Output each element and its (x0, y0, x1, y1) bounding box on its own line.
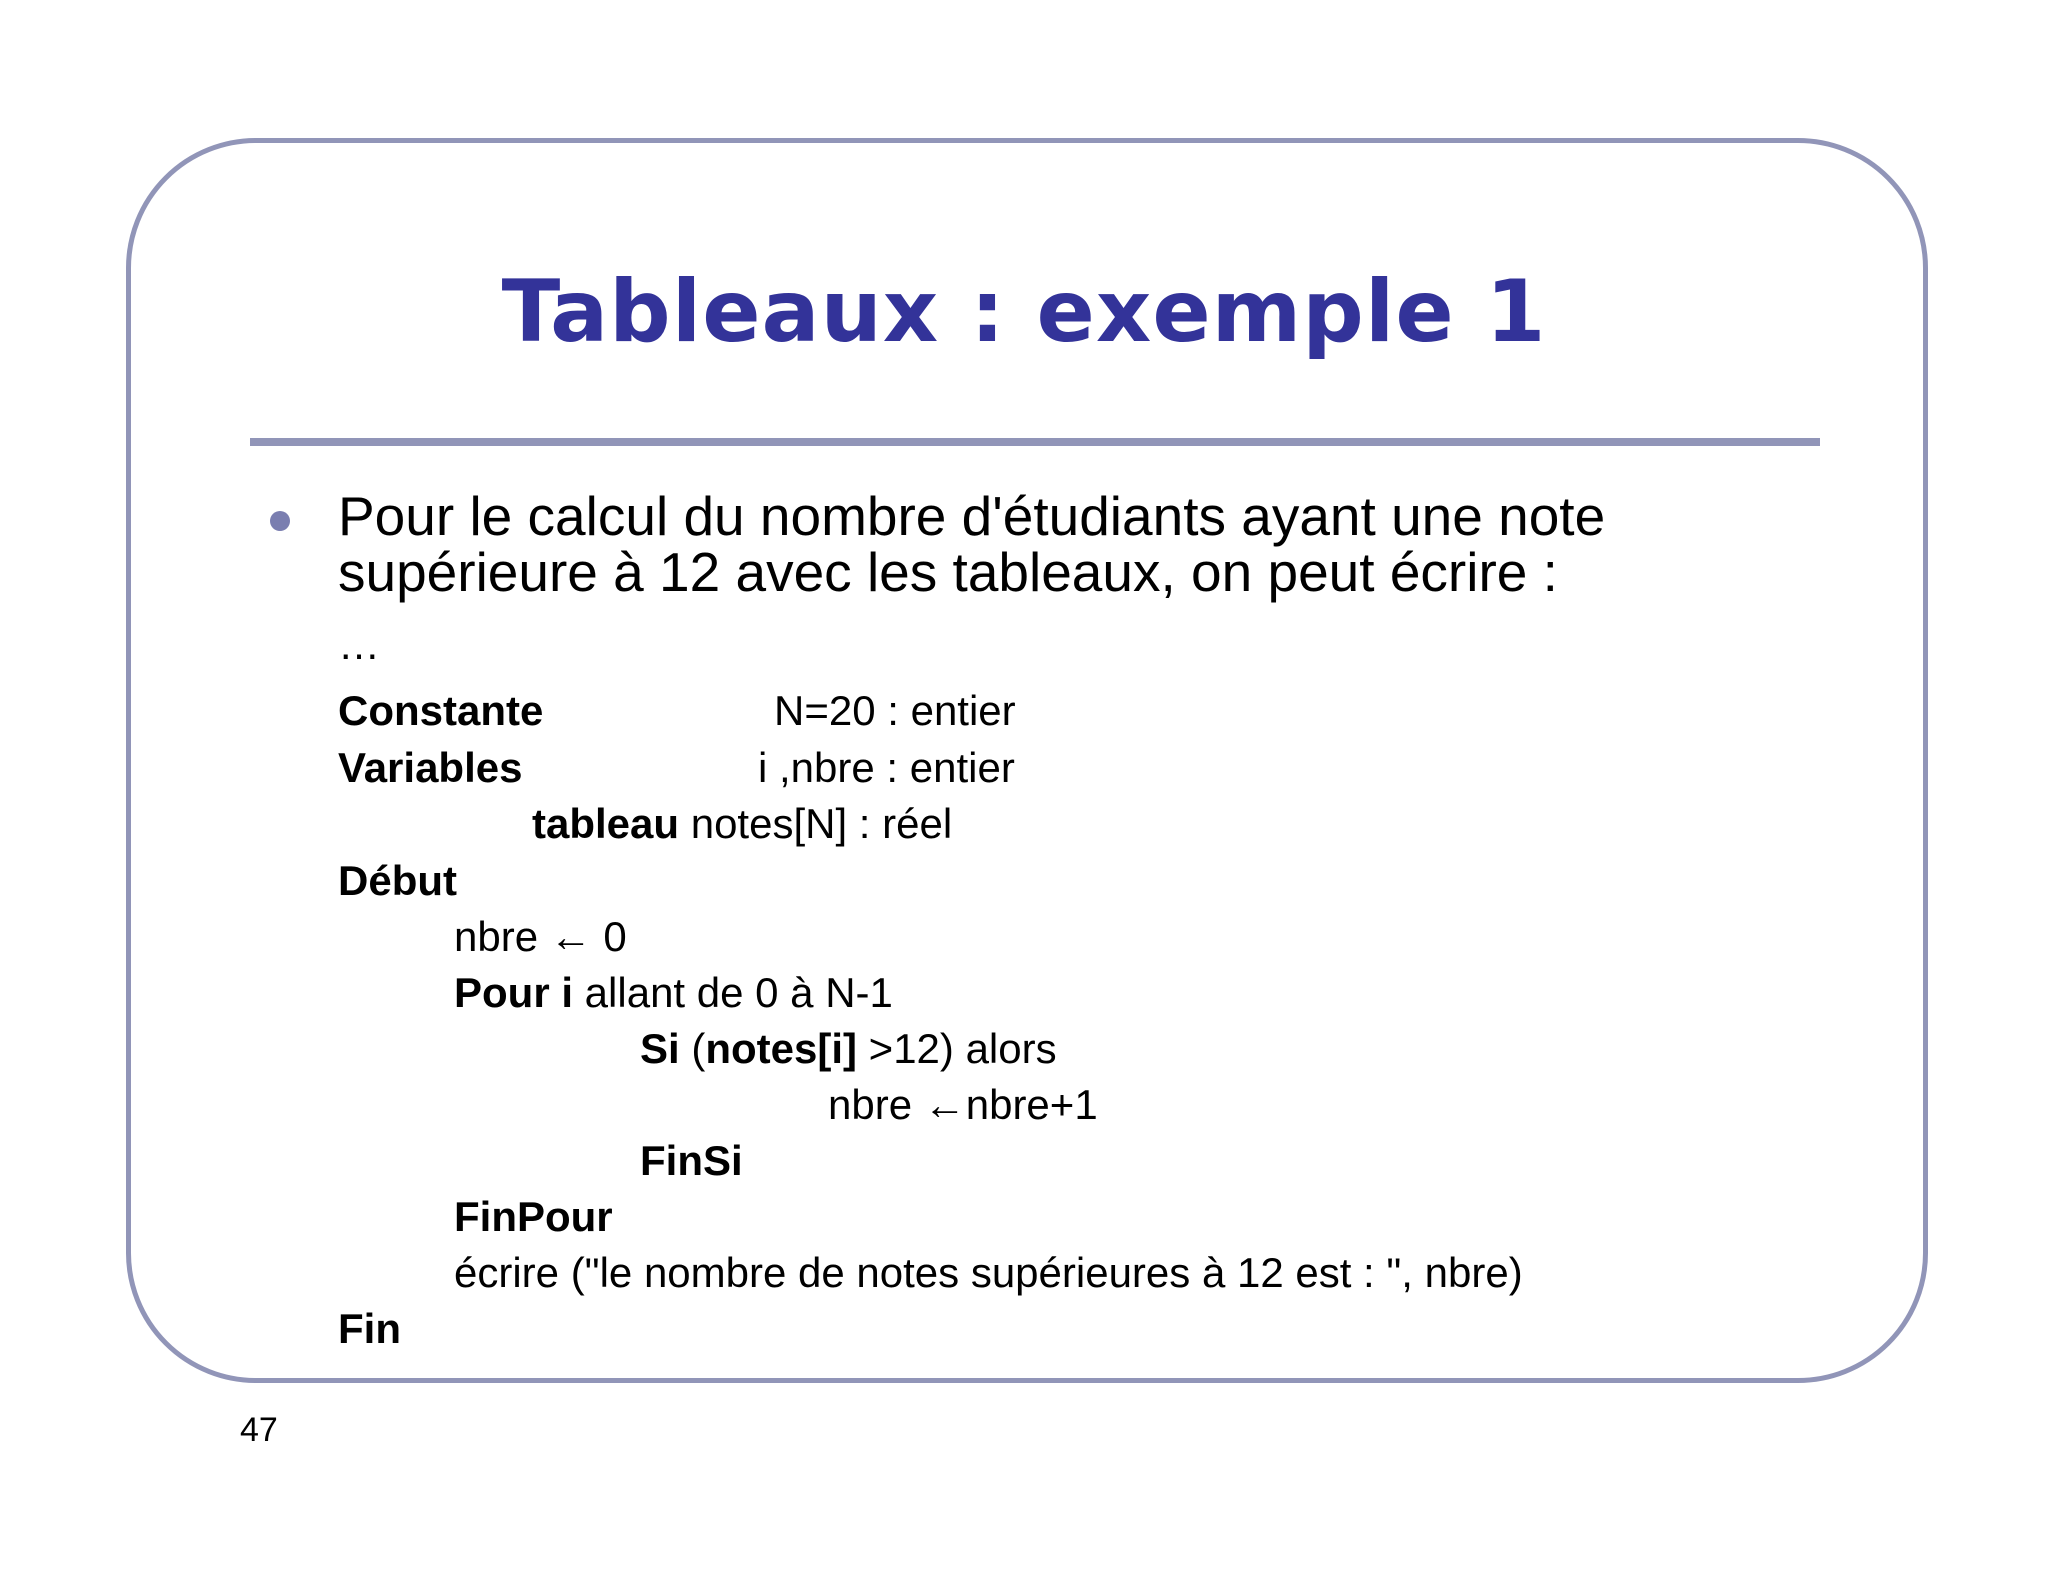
code-si-condition: notes[i] (705, 1025, 857, 1072)
code-finpour-keyword: FinPour (454, 1193, 613, 1240)
code-si-keyword: Si (640, 1025, 680, 1072)
code-constante-keyword: Constante (338, 687, 544, 734)
code-si-line (640, 1024, 1057, 1074)
code-pour-rest: allant de 0 à N-1 (573, 969, 893, 1016)
code-pour-keyword: Pour i (454, 969, 574, 1016)
code-variables-keyword: Variables (338, 744, 523, 791)
bullet-text: Pour le calcul du nombre d'étudiants ayant une note supérieure à 12 avec les tableaux, on peut écrire : (338, 485, 1606, 603)
code-tableau-keyword: tableau (532, 800, 680, 847)
code-debut-keyword: Début (338, 857, 457, 904)
code-variables-value: i ,nbre : entier (758, 744, 1015, 791)
page-number: 47 (240, 1411, 278, 1449)
code-pour-line (454, 968, 893, 1018)
code-init-line: nbre ← 0 (454, 913, 627, 960)
code-fin-keyword: Fin (338, 1305, 401, 1352)
code-finsi-keyword: FinSi (640, 1137, 743, 1184)
bullet-icon (270, 511, 290, 531)
code-ecrire-line: écrire ("le nombre de notes supérieures à 12 est : ", nbre) (454, 1249, 1523, 1296)
title-divider (250, 438, 1820, 446)
code-si-rest: >12) alors (857, 1025, 1057, 1072)
slide-title: Tableaux : exemple 1 (501, 262, 1547, 362)
code-increment-line: nbre ←nbre+1 (828, 1081, 1098, 1128)
code-ellipsis: … (338, 621, 380, 668)
code-si-open: ( (679, 1025, 706, 1072)
code-constante-value: N=20 : entier (774, 687, 1016, 734)
code-tableau-value: notes[N] : réel (679, 800, 953, 847)
code-tableau-line (532, 799, 952, 849)
